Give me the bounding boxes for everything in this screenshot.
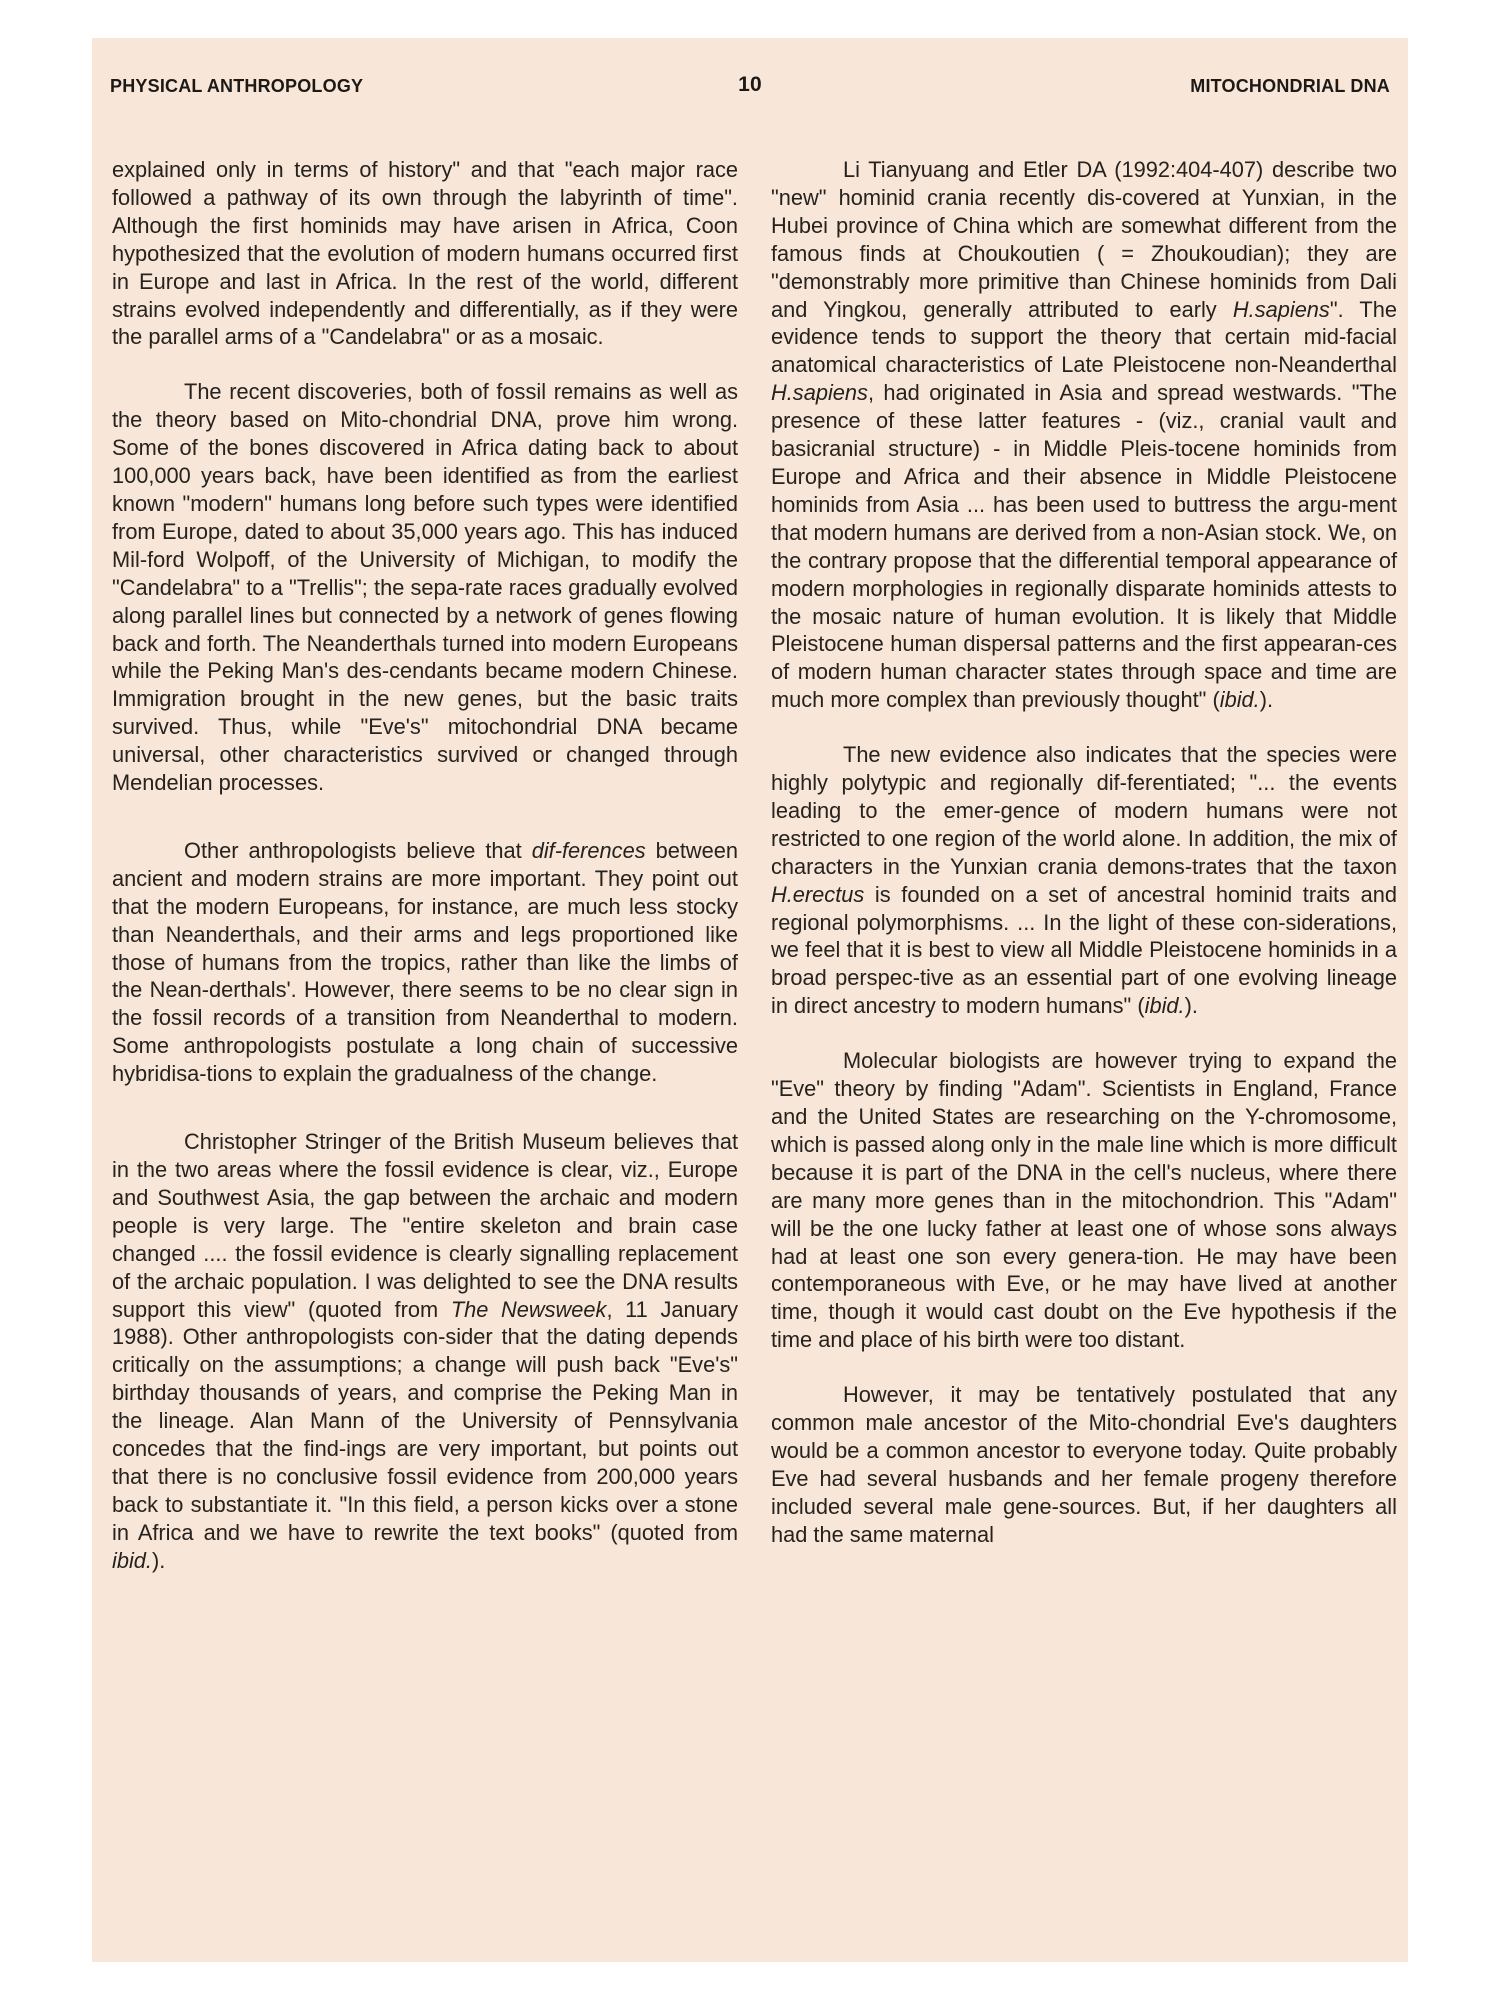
text-run: ". The evidence tends to support the theory that certain mid-facial anatomical characteristics of Late Pleistocene non-Neanderthal [771,296,1397,378]
text-run: Li Tianyuang and Etler DA (1992:404-407) describe two "new" hominid crania recently dis-covered at Yunxian, in the Hubei province of China which are somewhat different from the famous finds at Choukoutien ( = Zhoukoudian); they are "demonstrably more primitive than Chinese hominids from Dali and Yingkou, generally attributed to early [771,157,1397,322]
page-number: 10 [738,73,762,96]
paragraph [112,378,738,797]
text-run: ). [1184,993,1198,1019]
paragraph [112,156,738,351]
paragraph [771,741,1397,1020]
text-run: Christopher Stringer of the British Museum believes that in the two areas where the fossil evidence is clear, viz., Europe and Southwest Asia, the gap between the archaic and modern people is very large. The "entire skeleton and brain case changed .... the fossil evidence is clearly signalling replacement of the archaic population. I was delighted to see the DNA results support this view" (quoted from [112,1129,738,1322]
italic-text: dif-ferences [531,837,646,863]
paragraph [771,1381,1397,1548]
text-run: Molecular biologists are however trying to expand the "Eve" theory by finding "Adam". Scientists in England, France and the United States are researching on the Y-chromosome, which is passed along only in the male line which is more difficult because it is part of the DNA in the cell's nucleus, where there are many more genes than in the mitochondrion. This "Adam" will be the one lucky father at least one of whose sons always had at least one son every genera-tion. He may have been contemporaneous with Eve, or he may have lived at another time, though it would cast doubt on the Eve hypothesis if the time and place of his birth were too distant. [771,1048,1397,1353]
italic-text: H.sapiens [771,380,868,406]
text-run: , had originated in Asia and spread westwards. "The presence of these latter features - (viz., cranial vault and basicranial structure) - in Middle Pleis-tocene hominids from Europe and Africa and their absence in Middle Pleistocene hominids from Asia ... has been used to buttress the argu-ment that modern humans are derived from a non-Asian stock. We, on the contrary propose that the differential temporal appearance of modern morphologies in regionally disparate hominids attests to the mosaic nature of human evolution. It is likely that Middle Pleistocene human dispersal patterns and the first appearan-ces of modern human character states through space and time are much more complex than previously thought" ( [771,380,1397,713]
document-page [92,38,1408,1962]
italic-text: ibid. [1144,993,1185,1019]
italic-text: H.erectus [771,881,865,907]
text-run: The new evidence also indicates that the species were highly polytypic and regionally dif-ferentiated; "... the events leading to the emer-gence of modern humans were not restricted to one region of the world alone. In addition, the mix of characters in the Yunxian crania demons-trates that the taxon [771,742,1397,879]
italic-text: ibid. [112,1547,152,1573]
paragraph [112,1128,738,1575]
text-run: explained only in terms of history" and that "each major race followed a pathway of its own through the labyrinth of time". Although the first hominids may have arisen in Africa, Coon hypothesized that the evolution of modern humans occurred first in Europe and last in Africa. In the rest of the world, different strains evolved independently and differentially, as if they were the parallel arms of a "Candelabra" or as a mosaic. [112,157,738,350]
text-run: is founded on a set of ancestral hominid traits and regional polymorphisms. ... In the light of these con-siderations, we feel that it is best to view all Middle Pleistocene hominids in a broad perspec-tive as an essential part of one evolving lineage in direct ancestry to modern humans" ( [771,881,1397,1019]
text-run: ). [1259,687,1274,713]
paragraph [112,837,738,1088]
italic-text: The Newsweek [450,1296,607,1322]
text-run: , 11 January 1988). Other anthropologists con-sider that the dating depends critically on the assumptions; a change will push back "Eve's" birthday thousands of years, and comprise the Peking Man in the lineage. Alan Mann of the University of Pennsylvania concedes that the find-ings are very important, but points out that there is no conclusive fossil evidence from 200,000 years back to substantiate it. "In this field, a person kicks over a stone in Africa and we have to rewrite the text books" (quoted from [112,1296,738,1545]
text-run: Other anthropologists believe that [184,837,532,863]
running-header-right: MITOCHONDRIAL DNA [1190,76,1390,96]
paragraph [771,1047,1397,1354]
text-run: However, it may be tentatively postulated that any common male ancestor of the Mito-chondrial Eve's daughters would be a common ancestor to everyone today. Quite probably Eve had several husbands and her female progeny therefore included several male gene-sources. But, if her daughters all had the same maternal [771,1382,1397,1547]
text-column-right [771,156,1397,1549]
text-run: ). [152,1547,166,1573]
running-header-left: PHYSICAL ANTHROPOLOGY [110,76,364,96]
italic-text: H.sapiens [1232,296,1330,322]
text-column-left [112,156,738,1575]
text-run: The recent discoveries, both of fossil remains as well as the theory based on Mito-chondrial DNA, prove him wrong. Some of the bones discovered in Africa dating back to about 100,000 years back, have been identified as from the earliest known "modern" humans long before such types were identified from Europe, dated to about 35,000 years ago. This has induced Mil-ford Wolpoff, of the University of Michigan, to modify the "Candelabra" to a "Trellis"; the sepa-rate races gradually evolved along parallel lines but connected by a network of genes flowing back and forth. The Neanderthals turned into modern Europeans while the Peking Man's des-cendants became modern Chinese. Immigration brought in the new genes, but the basic traits survived. Thus, while "Eve's" mitochondrial DNA became universal, other characteristics survived or changed through Mendelian processes. [112,379,738,796]
italic-text: ibid. [1219,687,1260,713]
text-run: between ancient and modern strains are more important. They point out that the modern Europeans, for instance, are much less stocky than Neanderthals, and their arms and legs proportioned like those of humans from the tropics, rather than like the limbs of the Nean-derthals'. However, there seems to be no clear sign in the fossil records of a transition from Neanderthal to modern. Some anthropologists postulate a long chain of successive hybridisa-tions to explain the gradualness of the change. [112,837,739,1087]
paragraph [771,156,1397,714]
